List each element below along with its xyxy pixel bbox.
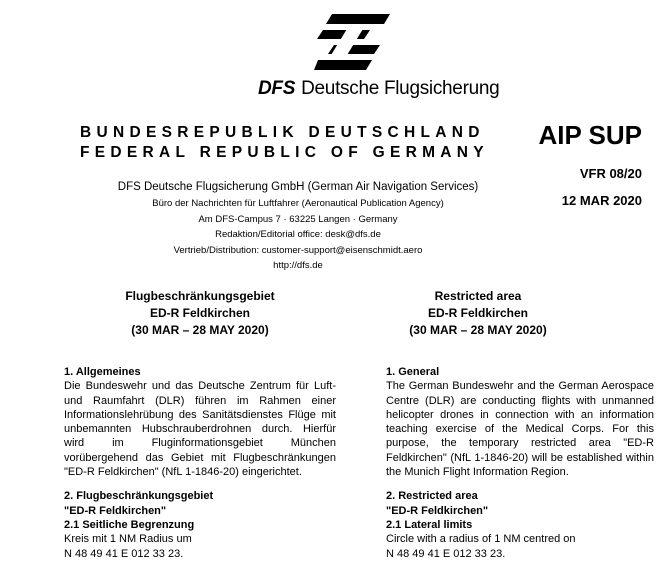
section-2-1-heading: 2.1 Seitliche Begrenzung [64, 518, 195, 531]
title-en-line2: ED-R Feldkirchen [427, 306, 529, 320]
section-2-1-line2: N 48 49 41 E 012 33 23. [64, 547, 184, 560]
title-de [50, 288, 350, 339]
doc-number: VFR 08/20 [579, 166, 642, 181]
section-2-1-line2: N 48 49 41 E 012 33 23. [386, 547, 506, 560]
section-1-text: The German Bundeswehr and the German Aerospace Centre (DLR) are conducting flights with unmanned helicopter drones in connection with an information teaching exercise of the Medical Corps. For this purpose, the temporary restricted area "ED-R Feldkirchen" (NfL 1-1846-20) will be established within the Munich Flight Information Region. [386, 380, 654, 479]
title-en-line1: Restricted area [434, 289, 522, 303]
title-de-line2: ED-R Feldkirchen [149, 306, 251, 320]
dfs-logo-wordmark [258, 78, 499, 100]
section-2-1-line1: Kreis mit 1 NM Radius um [64, 533, 192, 546]
publisher-block [40, 178, 556, 274]
doc-date: 12 MAR 2020 [561, 193, 642, 208]
doc-type: AIP SUP [538, 120, 642, 150]
publisher-url: http://dfs.de [273, 260, 323, 272]
section-1-heading: 1. General [386, 366, 440, 378]
section-2-heading: 2. Flugbeschränkungsgebiet [64, 490, 214, 503]
column-en [386, 365, 654, 561]
country-heading-de: BUNDESREPUBLIK DEUTSCHLAND [80, 124, 485, 141]
publisher-address: Am DFS-Campus 7 · 63225 Langen · Germany [198, 213, 398, 225]
publisher-name: DFS Deutsche Flugsicherung GmbH (German Air Navigation Services) [117, 181, 479, 193]
section-2-area-name: "ED-R Feldkirchen" [64, 504, 167, 517]
title-de-line3: (30 MAR – 28 MAY 2020) [131, 323, 269, 337]
column-de [64, 365, 336, 561]
section-1-heading: 1. Allgemeines [64, 366, 141, 378]
country-heading-en: FEDERAL REPUBLIC OF GERMANY [80, 144, 489, 161]
publisher-distribution: Vertrieb/Distribution: customer-support@eisenschmidt.aero [173, 244, 423, 256]
section-1-text: Die Bundeswehr und das Deutsche Zentrum für Luft- und Raumfahrt (DLR) führen im Rahmen einer Informationslehrübung des Sanitätsdienstes Flüge mit unbemannten Hubschrauberdrohnen durch. Hierfür wird im Fluginformationsgebiet München vorübergehend das Gebiet mit Flugbeschränkungen "ED-R Feldkirchen" (NfL 1-1846-20) eingerichtet. [64, 380, 336, 479]
logo-name: Deutsche Flugsicherung [301, 78, 500, 99]
title-en-line3: (30 MAR – 28 MAY 2020) [409, 323, 547, 337]
title-de-line1: Flugbeschränkungsgebiet [125, 289, 275, 303]
title-en [328, 288, 628, 339]
section-2-1-line1: Circle with a radius of 1 NM centred on [386, 533, 576, 546]
section-2-area-name: "ED-R Feldkirchen" [386, 504, 489, 517]
dfs-logo-icon [314, 8, 390, 74]
section-2-heading: 2. Restricted area [386, 490, 478, 503]
publisher-editorial: Redaktion/Editorial office: desk@dfs.de [215, 229, 381, 241]
section-2-1-heading: 2.1 Lateral limits [386, 518, 473, 531]
logo-abbrev: DFS [258, 78, 296, 99]
publisher-agency: Büro der Nachrichten für Luftfahrer (Aeronautical Publication Agency) [152, 198, 444, 209]
